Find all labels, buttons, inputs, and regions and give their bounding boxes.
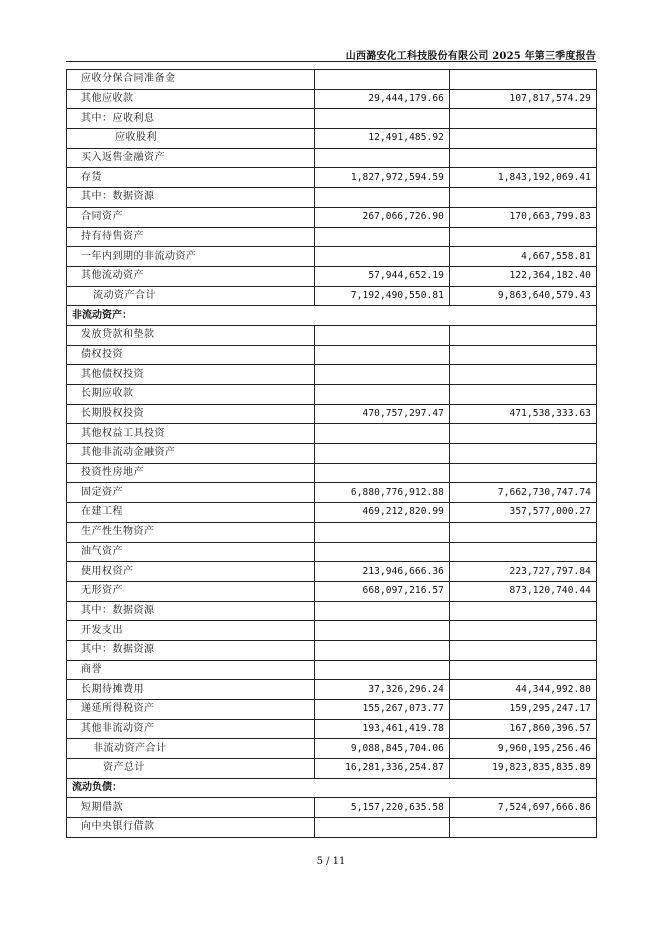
year-start-value bbox=[450, 640, 597, 660]
period-end-value bbox=[315, 70, 450, 90]
period-end-value: 37,326,296.24 bbox=[315, 680, 450, 700]
period-end-value: 267,066,726.90 bbox=[315, 207, 450, 227]
table-row bbox=[67, 818, 597, 838]
row-label: 油气资产 bbox=[67, 542, 315, 562]
period-end-value bbox=[315, 522, 450, 542]
row-label: 应收分保合同准备金 bbox=[67, 70, 315, 90]
row-label: 在建工程 bbox=[67, 503, 315, 523]
table-row bbox=[67, 70, 597, 90]
table-row bbox=[67, 266, 597, 286]
row-label: 投资性房地产 bbox=[67, 463, 315, 483]
table-row bbox=[67, 798, 597, 818]
row-label: 生产性生物资产 bbox=[67, 522, 315, 542]
row-label: 短期借款 bbox=[67, 798, 315, 818]
section-row bbox=[67, 778, 597, 798]
year-start-value: 223,727,797.84 bbox=[450, 562, 597, 582]
row-label: 其中：应收利息 bbox=[67, 109, 315, 129]
year-start-value: 122,364,182.40 bbox=[450, 266, 597, 286]
table-row bbox=[67, 444, 597, 464]
table-row bbox=[67, 148, 597, 168]
year-start-value: 19,823,835,835.89 bbox=[450, 759, 597, 779]
period-end-value bbox=[315, 227, 450, 247]
period-end-value: 155,267,073.77 bbox=[315, 700, 450, 720]
section-heading: 流动负债： bbox=[67, 778, 597, 798]
page-number: 5 / 11 bbox=[316, 856, 346, 867]
year-start-value: 4,667,558.81 bbox=[450, 247, 597, 267]
year-start-value: 167,860,396.57 bbox=[450, 719, 597, 739]
period-end-value bbox=[315, 148, 450, 168]
period-end-value: 12,491,485.92 bbox=[315, 129, 450, 149]
row-label: 买入返售金融资产 bbox=[67, 148, 315, 168]
period-end-value bbox=[315, 365, 450, 385]
year-start-value bbox=[450, 385, 597, 405]
year-start-value bbox=[450, 109, 597, 129]
period-end-value: 469,212,820.99 bbox=[315, 503, 450, 523]
row-label: 商誉 bbox=[67, 660, 315, 680]
table-row bbox=[67, 680, 597, 700]
table-row bbox=[67, 719, 597, 739]
header-divider bbox=[66, 61, 596, 62]
year-start-value bbox=[450, 424, 597, 444]
period-end-value bbox=[315, 345, 450, 365]
row-label: 应收股利 bbox=[67, 129, 315, 149]
table-row bbox=[67, 168, 597, 188]
period-end-value bbox=[315, 188, 450, 208]
period-end-value bbox=[315, 424, 450, 444]
period-end-value: 9,088,845,704.06 bbox=[315, 739, 450, 759]
row-label: 其中：数据资源 bbox=[67, 640, 315, 660]
period-end-value bbox=[315, 621, 450, 641]
period-end-value: 29,444,179.66 bbox=[315, 89, 450, 109]
period-end-value bbox=[315, 444, 450, 464]
row-label: 合同资产 bbox=[67, 207, 315, 227]
period-end-value bbox=[315, 660, 450, 680]
table-row bbox=[67, 188, 597, 208]
row-label: 其他流动资产 bbox=[67, 266, 315, 286]
table-row bbox=[67, 621, 597, 641]
year-start-value: 107,817,574.29 bbox=[450, 89, 597, 109]
period-end-value: 668,097,216.57 bbox=[315, 581, 450, 601]
period-end-value: 57,944,652.19 bbox=[315, 266, 450, 286]
year-start-value: 9,863,640,579.43 bbox=[450, 286, 597, 306]
row-label: 向中央银行借款 bbox=[67, 818, 315, 838]
year-start-value: 7,524,697,666.86 bbox=[450, 798, 597, 818]
table-row bbox=[67, 247, 597, 267]
year-start-value bbox=[450, 522, 597, 542]
table-row bbox=[67, 463, 597, 483]
year-start-value bbox=[450, 365, 597, 385]
row-label: 其他债权投资 bbox=[67, 365, 315, 385]
table-row bbox=[67, 700, 597, 720]
row-label: 固定资产 bbox=[67, 483, 315, 503]
table-row bbox=[67, 345, 597, 365]
period-end-value bbox=[315, 601, 450, 621]
period-end-value: 6,880,776,912.88 bbox=[315, 483, 450, 503]
table-row bbox=[67, 562, 597, 582]
table-row bbox=[67, 424, 597, 444]
table-row bbox=[67, 601, 597, 621]
report-header: 山西潞安化工科技股份有限公司 2025 年第三季度报告 bbox=[345, 51, 596, 62]
year-start-value bbox=[450, 542, 597, 562]
table-row bbox=[67, 129, 597, 149]
year-start-value: 9,960,195,256.46 bbox=[450, 739, 597, 759]
row-label: 长期应收款 bbox=[67, 385, 315, 405]
period-end-value: 5,157,220,635.58 bbox=[315, 798, 450, 818]
row-label: 递延所得税资产 bbox=[67, 700, 315, 720]
period-end-value: 1,827,972,594.59 bbox=[315, 168, 450, 188]
year-start-value bbox=[450, 444, 597, 464]
balance-sheet-body bbox=[67, 70, 597, 838]
row-label: 长期待摊费用 bbox=[67, 680, 315, 700]
row-label: 其他应收款 bbox=[67, 89, 315, 109]
year-start-value: 1,843,192,069.41 bbox=[450, 168, 597, 188]
period-end-value bbox=[315, 463, 450, 483]
year-start-value: 873,120,740.44 bbox=[450, 581, 597, 601]
year-start-value bbox=[450, 129, 597, 149]
row-label: 其中：数据资源 bbox=[67, 188, 315, 208]
row-label: 一年内到期的非流动资产 bbox=[67, 247, 315, 267]
period-end-value bbox=[315, 325, 450, 345]
table-row bbox=[67, 581, 597, 601]
table-row bbox=[67, 759, 597, 779]
year-start-value bbox=[450, 621, 597, 641]
year-start-value bbox=[450, 227, 597, 247]
period-end-value bbox=[315, 542, 450, 562]
row-label: 债权投资 bbox=[67, 345, 315, 365]
row-label: 流动资产合计 bbox=[67, 286, 315, 306]
table-row bbox=[67, 325, 597, 345]
year-start-value bbox=[450, 148, 597, 168]
table-row bbox=[67, 286, 597, 306]
row-label: 资产总计 bbox=[67, 759, 315, 779]
row-label: 发放贷款和垫款 bbox=[67, 325, 315, 345]
table-row bbox=[67, 503, 597, 523]
table-row bbox=[67, 109, 597, 129]
year-start-value bbox=[450, 601, 597, 621]
year-start-value: 471,538,333.63 bbox=[450, 404, 597, 424]
table-row bbox=[67, 542, 597, 562]
year-start-value bbox=[450, 818, 597, 838]
year-start-value: 170,663,799.83 bbox=[450, 207, 597, 227]
period-end-value bbox=[315, 247, 450, 267]
table-row bbox=[67, 483, 597, 503]
year-start-value bbox=[450, 660, 597, 680]
year-start-value bbox=[450, 463, 597, 483]
row-label: 非流动资产合计 bbox=[67, 739, 315, 759]
row-label: 其他非流动资产 bbox=[67, 719, 315, 739]
period-end-value bbox=[315, 109, 450, 129]
row-label: 无形资产 bbox=[67, 581, 315, 601]
year-start-value: 159,295,247.17 bbox=[450, 700, 597, 720]
row-label: 其他非流动金融资产 bbox=[67, 444, 315, 464]
table-row bbox=[67, 640, 597, 660]
period-end-value: 16,281,336,254.87 bbox=[315, 759, 450, 779]
row-label: 存货 bbox=[67, 168, 315, 188]
row-label: 持有待售资产 bbox=[67, 227, 315, 247]
period-end-value: 470,757,297.47 bbox=[315, 404, 450, 424]
row-label: 开发支出 bbox=[67, 621, 315, 641]
table-row bbox=[67, 404, 597, 424]
period-end-value: 193,461,419.78 bbox=[315, 719, 450, 739]
year-start-value bbox=[450, 70, 597, 90]
table-row bbox=[67, 89, 597, 109]
section-row bbox=[67, 306, 597, 326]
year-start-value bbox=[450, 188, 597, 208]
period-end-value bbox=[315, 640, 450, 660]
section-heading: 非流动资产： bbox=[67, 306, 597, 326]
table-row bbox=[67, 365, 597, 385]
table-row bbox=[67, 207, 597, 227]
table-row bbox=[67, 227, 597, 247]
year-start-value: 357,577,000.27 bbox=[450, 503, 597, 523]
year-start-value bbox=[450, 325, 597, 345]
period-end-value bbox=[315, 385, 450, 405]
row-label: 使用权资产 bbox=[67, 562, 315, 582]
period-end-value: 7,192,490,550.81 bbox=[315, 286, 450, 306]
balance-sheet-table bbox=[66, 69, 597, 838]
year-start-value: 7,662,730,747.74 bbox=[450, 483, 597, 503]
year-start-value bbox=[450, 345, 597, 365]
row-label: 其他权益工具投资 bbox=[67, 424, 315, 444]
period-end-value bbox=[315, 818, 450, 838]
period-end-value: 213,946,666.36 bbox=[315, 562, 450, 582]
row-label: 其中：数据资源 bbox=[67, 601, 315, 621]
table-row bbox=[67, 385, 597, 405]
table-row bbox=[67, 522, 597, 542]
year-start-value: 44,344,992.80 bbox=[450, 680, 597, 700]
table-row bbox=[67, 739, 597, 759]
row-label: 长期股权投资 bbox=[67, 404, 315, 424]
table-row bbox=[67, 660, 597, 680]
